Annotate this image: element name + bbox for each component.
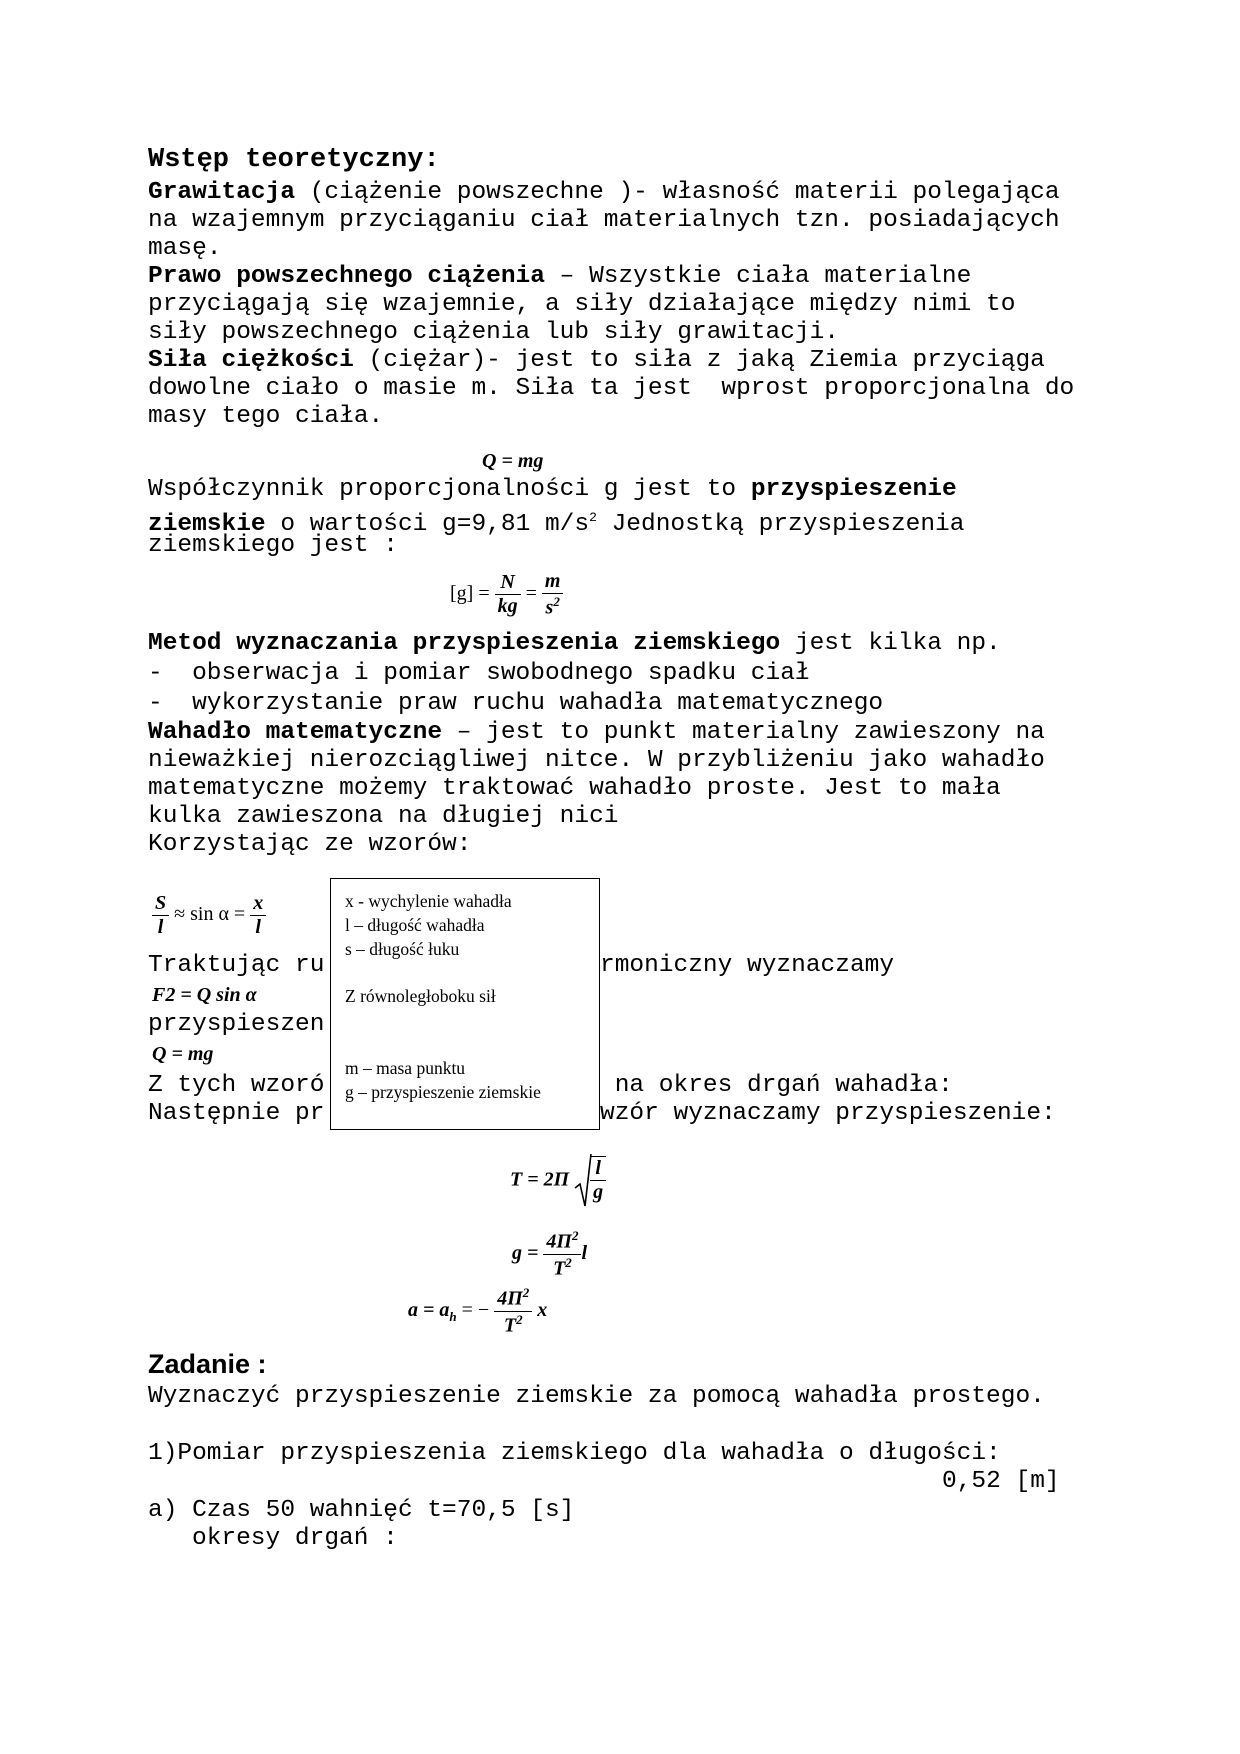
fraction-s: S bbox=[155, 892, 167, 914]
using-formulas-line: Korzystając ze wzorów: bbox=[148, 831, 472, 858]
weight-paragraph-line-2: dowolne ciało o masie m. Siła ta jest wprost proporcjonalna do bbox=[148, 375, 1075, 402]
g-den bbox=[543, 1254, 581, 1281]
coefficient-exponent: 2 bbox=[589, 510, 597, 525]
methods-text: jest kilka np. bbox=[780, 630, 1001, 657]
formula-arc-ratio bbox=[152, 892, 266, 939]
formula-period bbox=[510, 1152, 606, 1212]
task-description: Wyznaczyć przyspieszenie ziemskie za pomocą wahadła prostego. bbox=[148, 1383, 1045, 1410]
legend-parallelogram: Z równoległoboku sił bbox=[345, 986, 496, 1006]
a-den-text: T bbox=[503, 1314, 517, 1337]
method-item-2: - wykorzystanie praw ruchu wahadła matematycznego bbox=[148, 690, 884, 717]
pendulum-definition: – jest to punkt materialny zawieszony na bbox=[442, 719, 1045, 746]
unit-kg: kg bbox=[495, 594, 521, 618]
task-item-1: 1)Pomiar przyspieszenia ziemskiego dla wahadła o długości: bbox=[148, 1440, 1001, 1467]
coefficient-value: o wartości g=9,81 m/s bbox=[265, 511, 590, 539]
pendulum-line-3: matematyczne możemy traktować wahadło proste. Jest to mała bbox=[148, 775, 1001, 802]
next-line-left: Następnie pr bbox=[148, 1100, 325, 1127]
from-formulas-line-right: na okres drgań wahadła: bbox=[600, 1072, 953, 1099]
pendulum-line-1 bbox=[148, 719, 1045, 747]
task-item-a: a) Czas 50 wahnięć t=70,5 [s] bbox=[148, 1497, 575, 1524]
treating-line-right: rmoniczny wyznaczamy bbox=[600, 952, 895, 979]
g-num-text: 4Π bbox=[546, 1230, 572, 1253]
law-paragraph-line-3: siły powszechnego ciążenia lub siły grawitacji. bbox=[148, 319, 840, 346]
a-rhs: x bbox=[537, 1298, 548, 1321]
legend-x: x - wychylenie wahadła bbox=[345, 891, 512, 911]
pendulum-line-4: kulka zawieszona na długiej nici bbox=[148, 803, 619, 830]
sin-alpha-text: ≈ sin α = bbox=[169, 903, 246, 926]
coefficient-line-1 bbox=[148, 476, 957, 504]
a-equals: = − bbox=[456, 1298, 490, 1321]
unit-fraction-n-kg bbox=[495, 571, 521, 618]
period-den: g bbox=[590, 1180, 606, 1204]
gravitation-paragraph-line-3: masę. bbox=[148, 235, 222, 262]
formula-g bbox=[512, 1228, 587, 1280]
a-lhs: a = a bbox=[408, 1298, 450, 1321]
unit-s2 bbox=[542, 593, 564, 620]
unit-m: m bbox=[544, 570, 561, 592]
pendulum-term: Wahadło matematyczne bbox=[148, 719, 443, 746]
pendulum-length-value: 0,52 [m] bbox=[942, 1468, 1060, 1495]
law-term: Prawo powszechnego ciążenia bbox=[148, 263, 545, 290]
legend-box bbox=[330, 878, 600, 1130]
fraction-x: x bbox=[253, 892, 264, 914]
methods-term: Metod wyznaczania przyspieszenia ziemskiego bbox=[148, 630, 781, 657]
periods-label: okresy drgań : bbox=[192, 1525, 398, 1552]
unit-s: s bbox=[545, 596, 554, 619]
coefficient-line-3: ziemskiego jest : bbox=[148, 532, 398, 559]
law-paragraph-line-1 bbox=[148, 263, 971, 291]
a-num bbox=[494, 1285, 532, 1311]
coefficient-text: Współczynnik proporcjonalności g jest to bbox=[148, 476, 751, 503]
g-num-exp: 2 bbox=[571, 1228, 579, 1243]
unit-equals: = bbox=[525, 582, 537, 605]
from-formulas-line-left: Z tych wzoró bbox=[148, 1072, 325, 1099]
unit-lhs: [g] = bbox=[450, 582, 490, 605]
weight-paragraph-line-1 bbox=[148, 347, 1045, 375]
formula-weight-text: Q = mg bbox=[482, 450, 544, 472]
law-paragraph-line-2: przyciągają się wzajemnie, a siły działające między nimi to bbox=[148, 291, 1016, 318]
g-lhs: g = bbox=[512, 1241, 539, 1264]
weight-paragraph-line-3: masy tego ciała. bbox=[148, 403, 384, 430]
legend-g: g – przyspieszenie ziemskie bbox=[345, 1082, 541, 1102]
a-den-exp: 2 bbox=[516, 1311, 523, 1327]
fraction-l: l bbox=[152, 915, 169, 939]
unit-fraction-m-s2 bbox=[542, 570, 564, 620]
formula-weight-2-text: Q = mg bbox=[152, 1043, 214, 1065]
legend-l: l – długość wahadła bbox=[345, 915, 485, 935]
unit-s-exponent: 2 bbox=[553, 594, 560, 609]
weight-term: Siła ciężkości bbox=[148, 347, 354, 374]
unit-n: N bbox=[500, 571, 515, 594]
formula-force bbox=[152, 984, 257, 1007]
fraction-s-l bbox=[152, 892, 169, 939]
legend-m: m – masa punktu bbox=[345, 1058, 466, 1078]
period-lhs: T = 2Π bbox=[510, 1168, 570, 1191]
formula-acceleration bbox=[408, 1285, 547, 1337]
a-fraction bbox=[494, 1285, 532, 1337]
law-definition: – Wszystkie ciała materialne bbox=[544, 263, 972, 290]
g-fraction bbox=[543, 1228, 581, 1280]
g-rhs: l bbox=[581, 1241, 588, 1264]
a-num-text: 4Π bbox=[497, 1287, 523, 1310]
gravitation-paragraph-line-1 bbox=[148, 179, 1060, 207]
coefficient-term: przyspieszenie bbox=[750, 476, 957, 503]
a-subscript: h bbox=[449, 1308, 457, 1324]
intro-heading: Wstęp teoretyczny: bbox=[148, 145, 440, 175]
formula-force-text: F2 = Q sin α bbox=[152, 984, 257, 1006]
pendulum-line-2: nieważkiej nierozciągliwej nitce. W przybliżeniu jako wahadło bbox=[148, 747, 1045, 774]
formula-unit bbox=[450, 570, 563, 620]
fraction-l-2: l bbox=[250, 915, 266, 939]
next-line-right: wzór wyznaczamy przyspieszenie: bbox=[600, 1100, 1056, 1127]
a-num-exp: 2 bbox=[522, 1285, 530, 1300]
weight-definition: (ciężar)- jest to siła z jaką Ziemia przyciąga bbox=[353, 347, 1045, 374]
g-den-exp: 2 bbox=[565, 1254, 572, 1270]
method-item-1: - obserwacja i pomiar swobodnego spadku ciał bbox=[148, 660, 810, 687]
fraction-x-l bbox=[250, 892, 266, 939]
g-num bbox=[543, 1228, 581, 1254]
methods-line bbox=[148, 630, 1001, 658]
coefficient-term-2: ziemskie bbox=[148, 511, 266, 539]
acceleration-line-left: przyspieszen bbox=[148, 1011, 325, 1038]
legend-s: s – długość łuku bbox=[345, 939, 460, 959]
gravitation-paragraph-line-2: na wzajemnym przyciąganiu ciał materialnych tzn. posiadających bbox=[148, 207, 1060, 234]
period-fraction bbox=[590, 1156, 606, 1204]
formula-weight-2 bbox=[152, 1043, 213, 1066]
g-den-text: T bbox=[553, 1257, 566, 1280]
formula-weight bbox=[482, 450, 543, 473]
period-num: l bbox=[595, 1157, 601, 1179]
a-den bbox=[494, 1311, 532, 1338]
task-heading: Zadanie : bbox=[148, 1349, 267, 1379]
gravitation-term: Grawitacja bbox=[148, 179, 296, 206]
treating-line-left: Traktując ru bbox=[148, 952, 325, 979]
coefficient-unit-text: Jednostką przyspieszenia bbox=[596, 511, 965, 539]
gravitation-definition: (ciążenie powszechne )- własność materii polegająca bbox=[295, 179, 1060, 206]
